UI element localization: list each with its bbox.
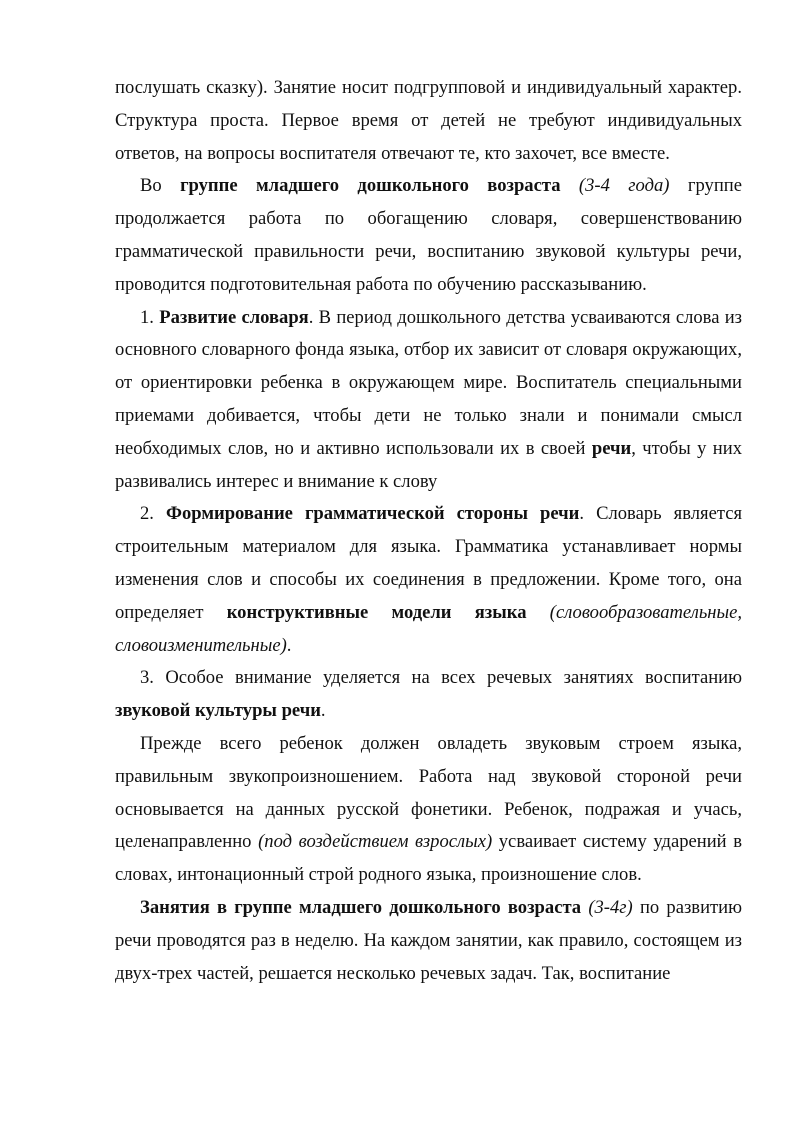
paragraph-phonetics: [115, 728, 742, 892]
bold-heading-grammar: Формирование грамматической стороны речи: [166, 503, 580, 525]
italic-age-range: (3-4г): [581, 896, 633, 918]
text-space: [339, 175, 357, 196]
paragraph-vocabulary: [115, 302, 742, 499]
text-span: Во: [140, 175, 181, 197]
text-span: , чтобы у них развивались интерес и внимание к слову: [115, 437, 742, 492]
text-span: .: [320, 700, 326, 722]
bold-term-preschool-age: дошкольного возраста: [357, 175, 561, 197]
text-span: Прежде всего ребенок должен овладеть звуковым строем языка, правильным звукопроизношением. Работа над звуковой стороной речи основывается на данных русской фонетики. Ребенок, подражая и учась, целенаправленно: [115, 732, 742, 853]
text-span: группе продолжается работа по обогащению словаря, совершенствованию грамматической правильности речи, воспитанию звуковой культуры речи, проводится подготовительная работа по обучению рассказыванию.: [115, 175, 742, 295]
text-span: .: [286, 634, 292, 656]
text-span: усваивает систему ударений в словах, интонационный строй родного языка, произношение слов.: [115, 831, 743, 886]
paragraph-sound-culture: [115, 662, 742, 728]
bold-term-speech: речи: [591, 437, 632, 459]
list-number: 2.: [140, 503, 167, 525]
paragraph-grammar: [115, 498, 742, 662]
bold-heading-vocabulary: Развитие словаря: [159, 306, 309, 328]
text-span: 3. Особое внимание уделяется на всех речевых занятиях воспитанию: [140, 667, 742, 689]
paragraph-junior-group: [115, 170, 742, 301]
paragraph-lessons: [115, 892, 742, 990]
bold-heading-lessons: Занятия в группе младшего дошкольного возраста: [140, 896, 582, 918]
paragraph-intro: послушать сказку). Занятие носит подгрупповой и индивидуальный характер. Структура проста. Первое время от детей не требуют индивидуальных ответов, на вопросы воспитателя отвечают те, кто захочет, все вместе.: [115, 77, 742, 164]
italic-model-types: (словообразовательные, словоизменительные): [115, 601, 742, 656]
bold-term-sound-culture: звуковой культуры речи: [115, 700, 321, 722]
italic-age-range: (3-4 года): [560, 175, 670, 197]
bold-term-junior-group: группе младшего: [180, 175, 340, 197]
text-span: . Словарь является строительным материалом для языка. Грамматика устанавливает нормы изменения слов и способы их соединения в предложении. Кроме того, она определяет: [115, 503, 743, 623]
italic-adult-influence: (под воздействием взрослых): [258, 831, 493, 853]
list-number: 1.: [140, 306, 160, 328]
text-span: . В период дошкольного детства усваиваются слова из основного словарного фонда языка, отбор их зависит от словаря окружающих, от ориентировки ребенка в окружающем мире. Воспитатель специальными приемами добивается, чтобы дети не только знали и понимали смысл необходимых слов, но и активно использовали их в своей: [115, 306, 743, 459]
bold-term-models: конструктивные модели языка: [226, 601, 527, 623]
text-span: по развитию речи проводятся раз в неделю. На каждом занятии, как правило, состоящем из двух-трех частей, решается несколько речевых задач. Так, воспитание: [115, 896, 742, 984]
document-page: [115, 72, 742, 990]
